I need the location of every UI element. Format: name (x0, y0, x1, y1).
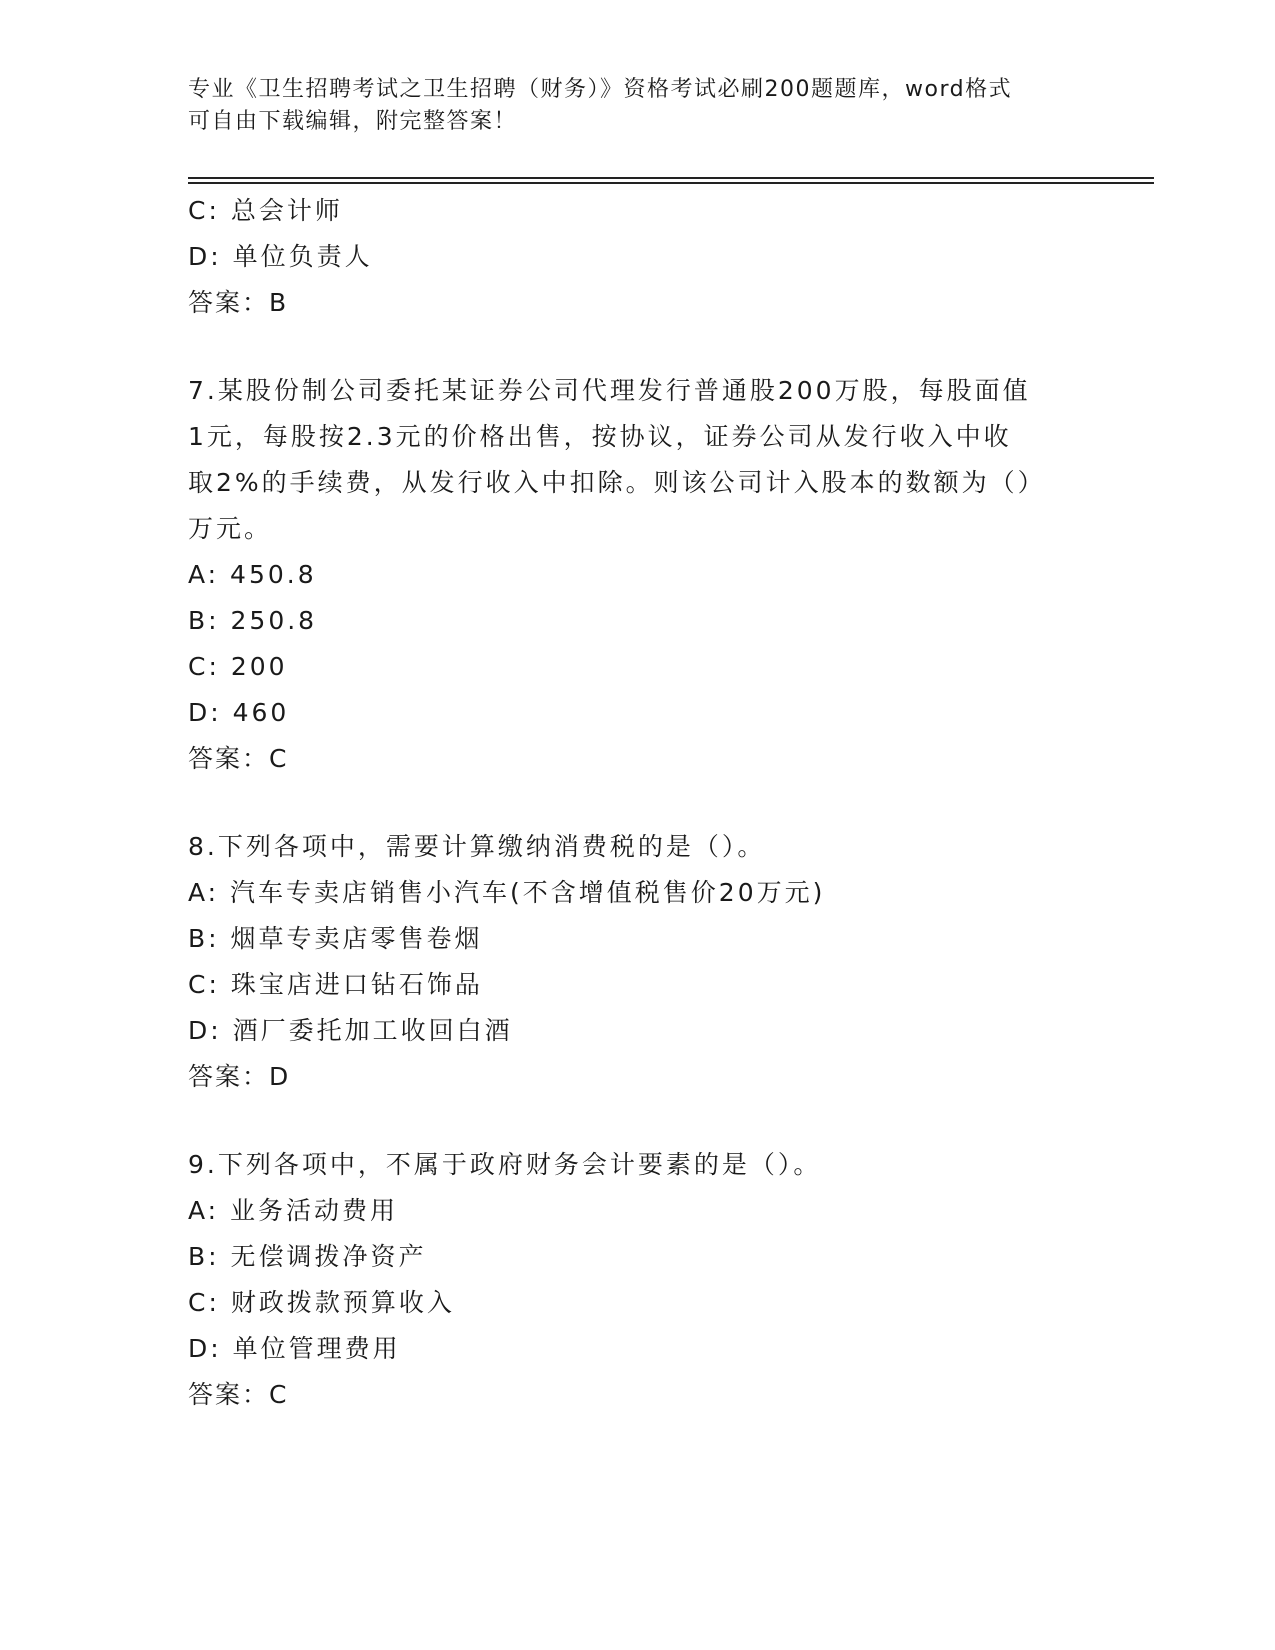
option-item: B: 烟草专卖店零售卷烟 (188, 924, 483, 953)
spacer (188, 326, 1088, 368)
question-text: 9.下列各项中，不属于政府财务会计要素的是（）。 (188, 1150, 822, 1179)
answer-line: 答案：C (188, 744, 289, 773)
question-block-9 (188, 1142, 1088, 1418)
answer-line: 答案：B (188, 288, 289, 317)
question-block-prev (188, 188, 1088, 326)
question-text: 7.某股份制公司委托某证券公司代理发行普通股200万股，每股面值 (188, 376, 1031, 405)
option-item: C: 珠宝店进口钻石饰品 (188, 970, 483, 999)
question-list (188, 188, 1088, 1418)
header-line-2: 可自由下载编辑，附完整答案！ (188, 109, 518, 134)
answer-line: 答案：D (188, 1062, 291, 1091)
option-item: D: 酒厂委托加工收回白酒 (188, 1016, 513, 1045)
question-text: 8.下列各项中，需要计算缴纳消费税的是（）。 (188, 832, 766, 861)
question-block-8 (188, 824, 1088, 1100)
header-divider-top (188, 177, 1154, 179)
option-item: C: 总会计师 (188, 196, 343, 225)
option-item: D: 单位管理费用 (188, 1334, 401, 1363)
option-item: A: 业务活动费用 (188, 1196, 399, 1225)
option-item: D: 460 (188, 698, 290, 727)
question-block-7 (188, 368, 1088, 782)
question-text: 取2%的手续费，从发行收入中扣除。则该公司计入股本的数额为（） (188, 468, 1046, 497)
option-item: C: 200 (188, 652, 288, 681)
spacer (188, 1100, 1088, 1142)
question-text: 万元。 (188, 514, 273, 543)
document-header (188, 74, 1088, 138)
header-line-1: 专业《卫生招聘考试之卫生招聘（财务）》资格考试必刷200题题库，word格式 (188, 77, 1013, 102)
spacer (188, 782, 1088, 824)
answer-line: 答案：C (188, 1380, 289, 1409)
option-item: A: 汽车专卖店销售小汽车(不含增值税售价20万元) (188, 878, 826, 907)
header-divider-bottom (188, 182, 1154, 184)
option-item: C: 财政拨款预算收入 (188, 1288, 455, 1317)
question-text: 1元，每股按2.3元的价格出售，按协议，证券公司从发行收入中收 (188, 422, 1012, 451)
option-item: A: 450.8 (188, 560, 317, 589)
option-item: D: 单位负责人 (188, 242, 373, 271)
option-item: B: 250.8 (188, 606, 318, 635)
option-item: B: 无偿调拨净资产 (188, 1242, 427, 1271)
